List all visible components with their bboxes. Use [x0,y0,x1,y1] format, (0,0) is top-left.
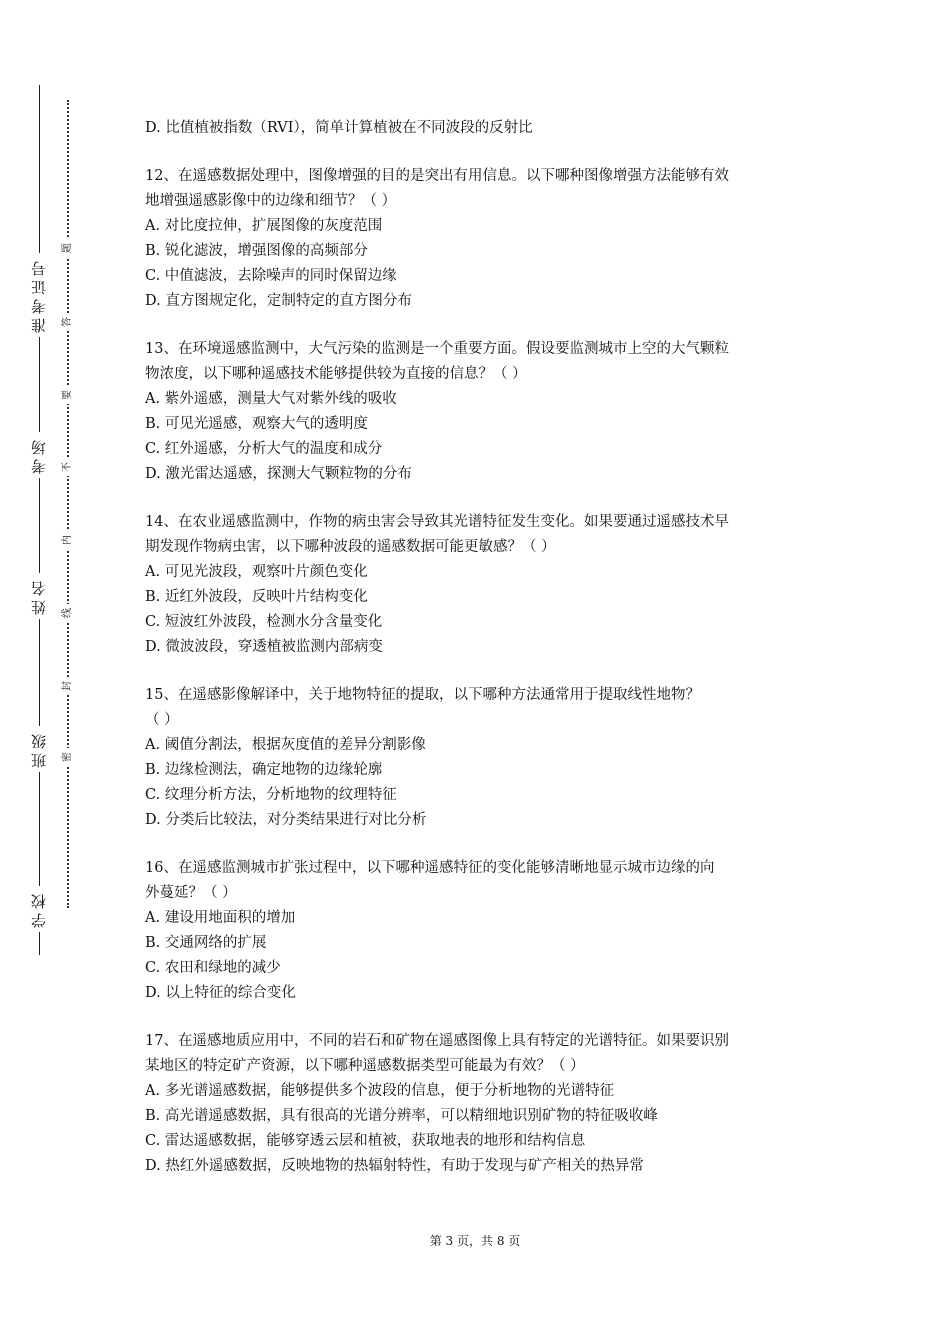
option-d: D. 微波波段，穿透植被监测内部病变 [145,639,383,655]
question-stem-line: 外蔓延？（ ） [145,885,237,901]
question-14 [145,510,810,660]
option-a: A. 多光谱遥感数据，能够提供多个波段的信息，便于分析地物的光谱特征 [145,1083,615,1099]
option-b: B. 锐化滤波，增强图像的高频部分 [145,243,368,259]
question-stem-line: 16、在遥感监测城市扩张过程中，以下哪种遥感特征的变化能够清晰地显示城市边缘的向 [145,860,715,876]
class-label: 班级 [24,726,54,772]
option-a: A. 可见光波段，观察叶片颜色变化 [145,564,368,580]
option-c: C. 短波红外波段，检测水分含量变化 [145,614,383,630]
option-b: B. 近红外波段，反映叶片结构变化 [145,589,368,605]
option-c: C. 中值滤波，去除噪声的同时保留边缘 [145,268,397,284]
exam-room-label: 考场 [24,432,54,478]
question-stem-line: 地增强遥感影像中的边缘和细节？（ ） [145,193,397,209]
option-b: B. 交通网络的扩展 [145,935,267,951]
option-d: D. 直方图规定化，定制特定的直方图分布 [145,293,412,309]
question-stem-line: 14、在农业遥感监测中，作物的病虫害会导致其光谱特征发生变化。如果要通过遥感技术早 [145,514,729,530]
option-a: A. 建设用地面积的增加 [145,910,296,926]
question-stem-line: 某地区的特定矿产资源，以下哪种遥感数据类型可能最为有效？（ ） [145,1058,585,1074]
question-stem-line: （ ） [145,712,179,728]
question-stem-line: 期发现作物病虫害，以下哪种波段的遥感数据可能更敏感？（ ） [145,539,556,555]
question-13 [145,337,810,487]
option-d: D. 激光雷达遥感，探测大气颗粒物的分布 [145,466,412,482]
seal-char: 内 [60,531,76,549]
seal-char: 答 [60,313,76,331]
exam-content [145,116,810,1179]
seal-char: 不 [60,458,76,476]
page-footer: 第 3 页，共 8 页 [429,1234,521,1248]
option-b: B. 高光谱遥感数据，具有很高的光谱分辨率，可以精细地识别矿物的特征吸收峰 [145,1108,658,1124]
seal-char: 线 [60,604,76,622]
seal-dotted-line [67,100,69,908]
option-c: C. 红外遥感，分析大气的温度和成分 [145,441,383,457]
question-12 [145,164,810,314]
question-stem-line: 物浓度，以下哪种遥感技术能够提供较为直接的信息？（ ） [145,366,527,382]
school-label: 学校 [24,886,54,932]
question-17 [145,1029,810,1179]
option-a: A. 对比度拉伸，扩展图像的灰度范围 [145,218,383,234]
option-b: B. 边缘检测法，确定地物的边缘轮廓 [145,762,383,778]
option-a: A. 紫外遥感，测量大气对紫外线的吸收 [145,391,397,407]
question-stem-line: 17、在遥感地质应用中，不同的岩石和矿物在遥感图像上具有特定的光谱特征。如果要识别 [145,1033,729,1049]
option-a: A. 阈值分割法，根据灰度值的差异分割影像 [145,737,426,753]
seal-char: 密 [60,748,76,766]
option-d: D. 热红外遥感数据，反映地物的热辐射特性，有助于发现与矿产相关的热异常 [145,1158,644,1174]
question-stem-line: 12、在遥感数据处理中，图像增强的目的是突出有用信息。以下哪种图像增强方法能够有效 [145,168,729,184]
option-b: B. 可见光遥感，观察大气的透明度 [145,416,368,432]
question-stem-line: 13、在环境遥感监测中，大气污染的监测是一个重要方面。假设要监测城市上空的大气颗粒 [145,341,729,357]
seal-char: 封 [60,677,76,695]
question-stem-line: 15、在遥感影像解译中，关于地物特征的提取，以下哪种方法通常用于提取线性地物？ [145,687,700,703]
option-d: D. 分类后比较法，对分类结果进行对比分析 [145,812,427,828]
name-label: 姓名 [24,573,54,619]
option-c: C. 纹理分析方法，分析地物的纹理特征 [145,787,397,803]
option-d: D. 以上特征的综合变化 [145,985,296,1001]
seal-char: 要 [60,386,76,404]
exam-number-label: 准考证号 [24,253,54,337]
binding-margin [0,0,110,1344]
question-15 [145,683,810,833]
option-c: C. 农田和绿地的减少 [145,960,281,976]
question-16 [145,856,810,1006]
option-c: C. 雷达遥感数据，能够穿透云层和植被，获取地表的地形和结构信息 [145,1133,586,1149]
seal-char: 题 [60,239,76,257]
option-item: D. 比值植被指数（RVI），简单计算植被在不同波段的反射比 [145,120,533,136]
binding-solid-line [39,85,40,955]
